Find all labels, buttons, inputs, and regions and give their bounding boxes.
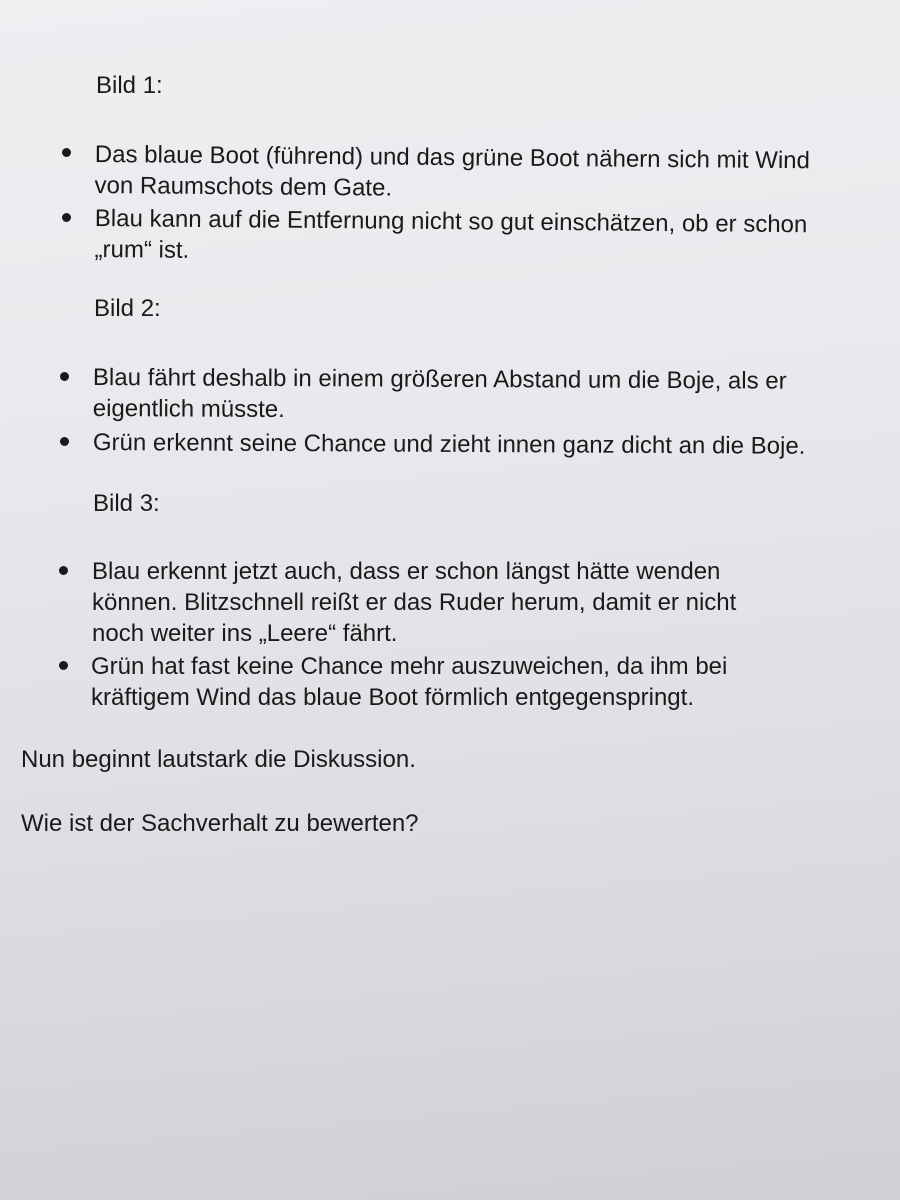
list-item	[94, 139, 810, 207]
list-item-line: eigentlich müsste.	[92, 394, 285, 424]
list-item-line: Das blaue Boot (führend) und das grüne Boot nähern sich mit Wind	[94, 140, 811, 175]
bullet-icon	[59, 661, 68, 670]
section-heading-bild-2: Bild 2:	[94, 295, 161, 322]
list-item-line: Blau fährt deshalb in einem größeren Abstand um die Boje, als er	[92, 363, 787, 395]
list-item-line: Grün hat fast keine Chance mehr auszuweichen, da ihm bei	[91, 653, 728, 680]
closing-question: Wie ist der Sachverhalt zu bewerten?	[21, 810, 419, 837]
bullet-icon	[62, 148, 71, 157]
list-item-line: Blau kann auf die Entfernung nicht so gut einschätzen, ob er schon	[94, 204, 808, 239]
section-heading-bild-3: Bild 3:	[93, 490, 160, 517]
list-item-line: Blau erkennt jetzt auch, dass er schon längst hätte wenden	[92, 558, 721, 585]
list-item-line: Grün erkennt seine Chance und zieht innen ganz dicht an die Boje.	[92, 428, 806, 460]
section-heading-bild-1: Bild 1:	[96, 72, 163, 99]
list-item-line: noch weiter ins „Leere“ fährt.	[92, 620, 398, 647]
list-item-line: kräftigem Wind das blaue Boot förmlich entgegenspringt.	[91, 684, 694, 711]
bullet-icon	[59, 566, 68, 575]
list-item	[93, 362, 787, 428]
list-item	[91, 651, 727, 713]
list-item	[92, 556, 736, 649]
list-item-line: von Raumschots dem Gate.	[94, 171, 393, 202]
list-item	[93, 427, 806, 462]
bullet-icon	[62, 213, 71, 222]
bullet-icon	[60, 372, 69, 381]
closing-statement: Nun beginnt lautstark die Diskussion.	[21, 746, 416, 773]
list-item	[94, 203, 807, 271]
bullet-icon	[60, 437, 69, 446]
list-item-line: „rum“ ist.	[94, 235, 190, 264]
list-item-line: können. Blitzschnell reißt er das Ruder herum, damit er nicht	[92, 589, 737, 616]
